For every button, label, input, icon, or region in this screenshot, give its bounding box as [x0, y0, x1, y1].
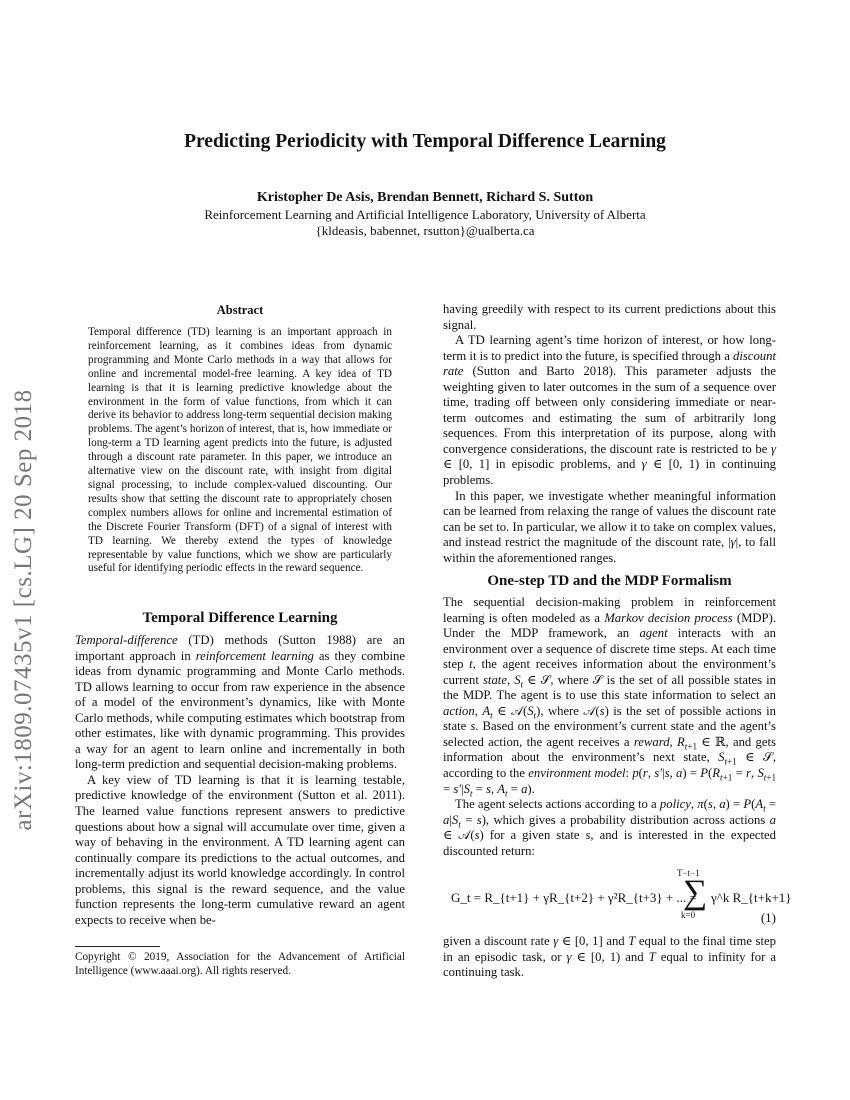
author-list: Kristopher De Asis, Brendan Bennett, Richard S. Sutton: [256, 190, 594, 205]
author-emails: {kldeasis, babennet, rsutton}@ualberta.ca: [315, 223, 535, 238]
footnote-rule: [75, 946, 160, 947]
paragraph: In this paper, we investigate whether meaningful information can be learned from relaxing the range of values the discount rate can be set to. In particular, we allow it to take on complex values, and instead restrict the magnitude of the discount rate, |γ|, to fall within the aforementioned ranges.: [443, 488, 776, 565]
paragraph: A key view of TD learning is that it is learning testable, predictive knowledge of the environment (Sutton et al. 2011). The learned value functions represent answers to predictive questions about how a signal will accumulate over time, given a way of behaving in the environment. A TD learning agent can continually compare its predictions to the actual outcomes, and incrementally adjust its world knowledge accordingly. In control problems, this signal is the reward sequence, and the value function represents the long-term cumulative reward an agent expects to receive when be-: [75, 772, 405, 927]
affiliation: Reinforcement Learning and Artificial Intelligence Laboratory, University of Alberta: [204, 207, 646, 222]
abstract-text: Temporal difference (TD) learning is an important approach in reinforcement learning, as it combines ideas from dynamic programming and Monte Carlo methods in a way that allows for online and incremental model-free learning. A key idea of TD learning is that it is learning predictive knowledge about the environment in the form of value functions, from which it can derive its behavior to address long-term sequential decision making problems. The agent’s horizon of interest, that is, how immediate or long-term a TD learning agent predicts into the future, is adjusted through a discount rate parameter. In this paper, we introduce an alternative view on the discount rate, with insight from digital signal processing, to include complex-valued discounting. Our results show that setting the discount rate to appropriately chosen complex numbers allows for online and incremental estimation of the Discrete Fourier Transform (DFT) of a signal of interest with TD learning. We thereby extend the types of knowledge representable by value functions, which we show are particularly useful for identifying periodic effects in the reward sequence.: [88, 326, 392, 575]
sum-lower-limit: k=0: [681, 910, 696, 920]
paragraph: A TD learning agent’s time horizon of interest, or how long-term it is to predict into the future, is specified through a discount rate (Sutton and Barto 2018). This parameter adjusts the weighting given to later outcomes in the sum of a sequence over time, trading off between only considering immediate or near-term outcomes and estimating the sum of arbitrarily long sequences. From this interpretation of its purpose, along with convergence considerations, the discount rate is restricted to be γ ∈ [0, 1] in episodic problems, and γ ∈ [0, 1) in continuing problems.: [443, 333, 777, 488]
td-section-body: [75, 633, 405, 928]
arxiv-stamp: [8, 330, 40, 890]
mdp-section-body: [443, 595, 776, 859]
paragraph: having greedily with respect to its current predictions about this signal.: [443, 302, 776, 332]
abstract-heading: Abstract: [216, 303, 264, 317]
paragraph: The sequential decision-making problem in reinforcement learning is often modeled as a Markov decision process (MDP). Under the MDP framework, an agent interacts with an environment over a sequence of discrete time steps. At each time step t, the agent receives information about the environment’s current state, $S_t$ ∈ 𝒮, where 𝒮 is the set of all possible states in the MDP. The agent is to use this state information to select an action, $A_t$ ∈ $𝒜(S_t)$, where 𝒜(s) is the set of possible actions in state s. Based on the environment’s current state and the agent’s selected action, the agent receives a reward, $R_{t+1}$ ∈ ℝ, and gets information about the environment’s next state, $S_{t+1}$ ∈ 𝒮, according to the environment model: p(r, s′|s, $a) = P(R_{t+1} = r$, $S_{t+1} = s'|S_t = s$, $A_t = a$).: [443, 595, 777, 799]
equation-number: (1): [760, 910, 776, 925]
paper-title: Predicting Periodicity with Temporal Difference Learning: [184, 131, 666, 152]
affiliation-block: [0, 207, 850, 239]
summation-icon: ∑: [683, 874, 708, 911]
arxiv-identifier: arXiv:1809.07435v1 [cs.LG] 20 Sep 2018: [10, 389, 37, 831]
section-heading-mdp: One-step TD and the MDP Formalism: [487, 573, 732, 589]
equation-1: [443, 868, 792, 925]
paragraph: The agent selects actions according to a policy, π(s, $a) = P(A_t = a|S_t = s)$, which gives a probability distribution across actions a ∈ 𝒜(s) for a given state s, and is interested in the expected discounted return:: [443, 797, 776, 858]
equation-lhs: G_t = R_{t+1} + γR_{t+2} + γ²R_{t+3} + ... =: [451, 890, 697, 905]
equation-followup: [443, 934, 776, 981]
section-heading-td: Temporal Difference Learning: [142, 610, 338, 626]
sum-upper-limit: T−t−1: [677, 868, 700, 878]
equation-rhs: γ^k R_{t+k+1}: [711, 890, 792, 905]
td-section-continued: [443, 302, 776, 566]
paragraph: given a discount rate γ ∈ [0, 1] and T equal to the final time step in an episodic task, or γ ∈ [0, 1) and T equal to infinity for a continuing task.: [443, 934, 776, 980]
paragraph: Temporal-difference (TD) methods (Sutton 1988) are an important approach in reinforcement learning as they combine ideas from dynamic programming and Monte Carlo methods. TD allows learning to occur from raw experience in the absence of a model of the environment’s dynamics, like with Monte Carlo methods, while computing estimates which bootstrap from other estimates, like with dynamic programming. This provides a way for an agent to learn online and incrementally in both long-term prediction and sequential decision-making problems.: [75, 633, 405, 772]
copyright-notice: Copyright © 2019, Association for the Advancement of Artificial Intelligence (www.aaai.org). All rights reserved.: [75, 951, 405, 977]
